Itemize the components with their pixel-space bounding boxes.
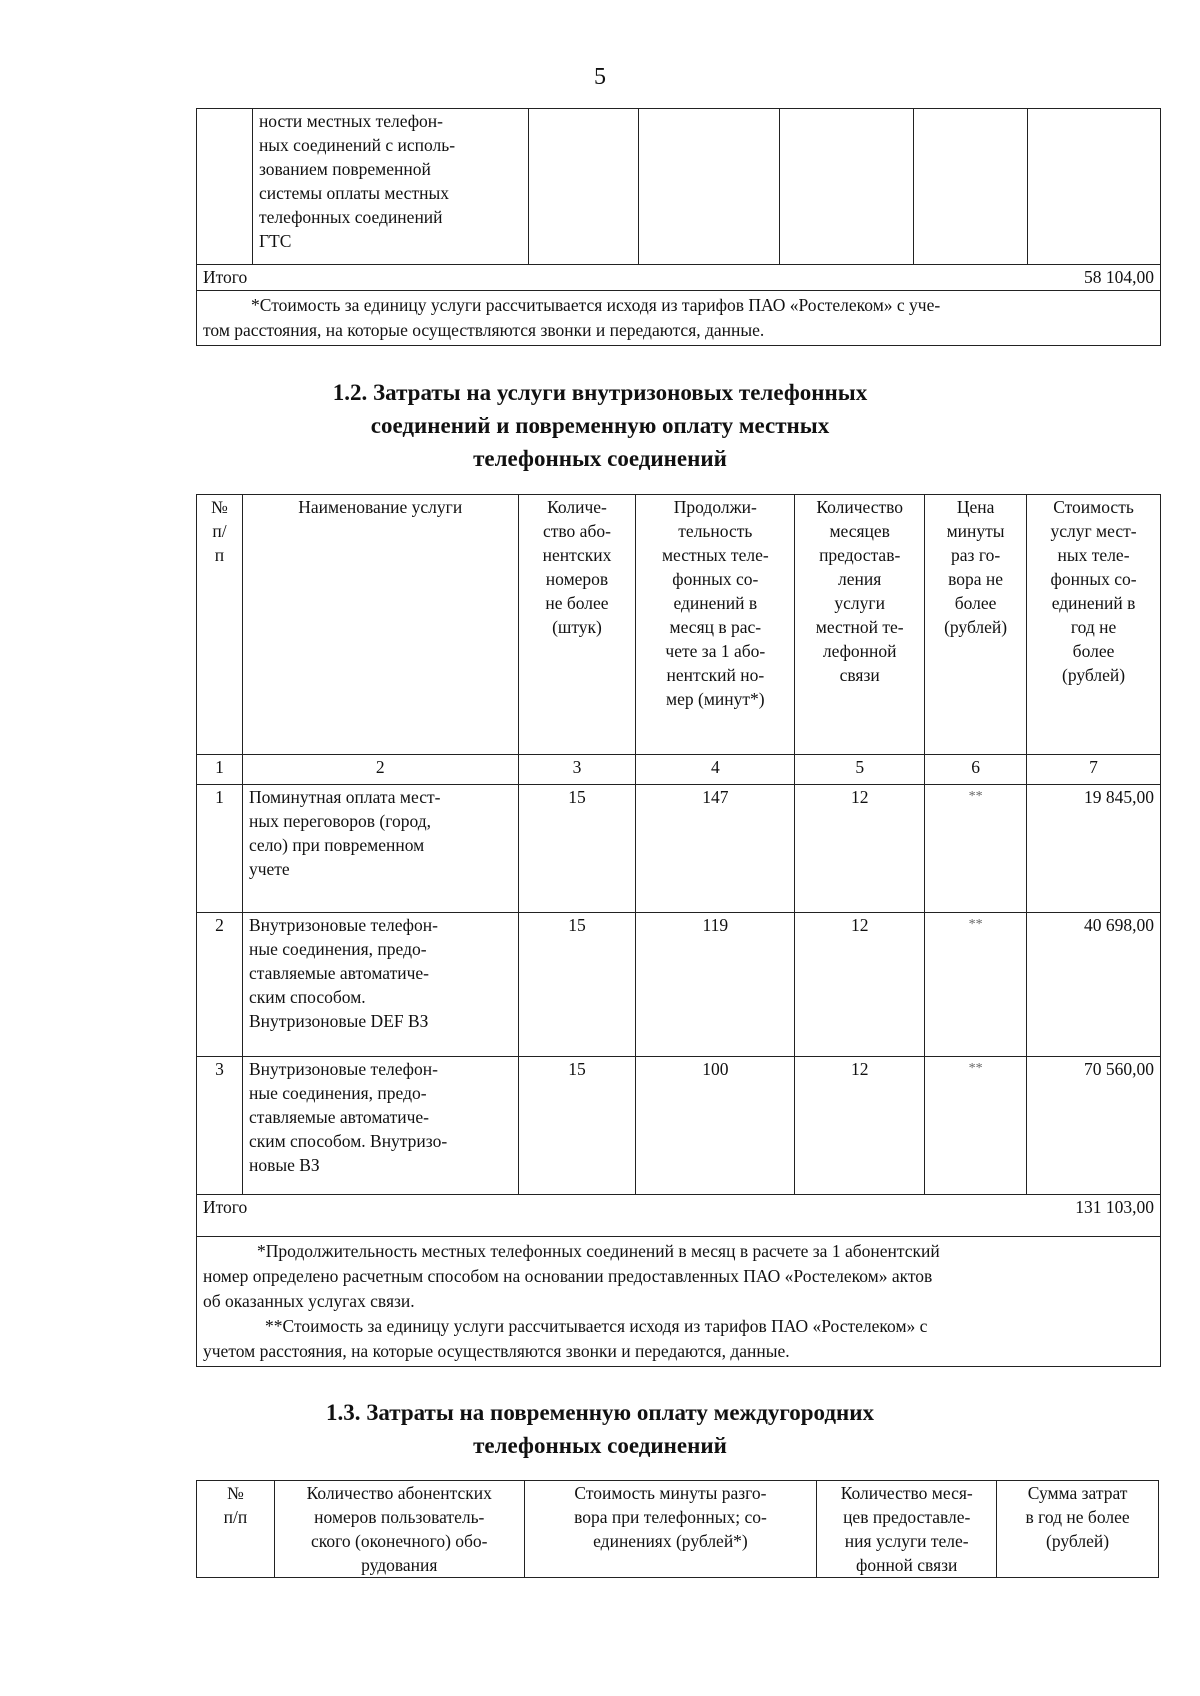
row-months: 12 xyxy=(795,1057,925,1195)
name-line: Внутризоновые DEF ВЗ xyxy=(248,1011,429,1031)
section-heading-1-2 xyxy=(0,376,1200,475)
header-subscriber-count xyxy=(518,495,636,755)
name-line: Поминутная оплата мест- xyxy=(248,787,441,807)
header-line: более xyxy=(1072,641,1115,661)
row-months: 12 xyxy=(795,785,925,913)
header-line: п/п xyxy=(223,1507,248,1527)
column-number: 5 xyxy=(795,755,925,785)
header-price xyxy=(925,495,1027,755)
table-row xyxy=(197,913,1161,1057)
header-subscriber-count xyxy=(274,1481,524,1578)
heading-line: телефонных соединений xyxy=(473,1433,727,1458)
header-line: связи xyxy=(839,665,880,685)
name-line: ским способом. Внутризо- xyxy=(248,1131,448,1151)
page-number: 5 xyxy=(594,64,606,90)
footnote-line: об оказанных услугах связи. xyxy=(203,1291,415,1311)
header-line: ния услуги теле- xyxy=(844,1531,969,1551)
header-line: месяц в рас- xyxy=(669,617,762,637)
header-line: месяцев xyxy=(829,521,890,541)
header-line: услуг мест- xyxy=(1050,521,1137,541)
table-row xyxy=(197,1057,1161,1195)
header-line: единений в xyxy=(1051,593,1136,613)
name-line: Внутризоновые телефон- xyxy=(248,1059,438,1079)
header-line: № xyxy=(211,497,228,517)
header-line: вора при телефонных; со- xyxy=(574,1507,767,1527)
header-line: услуги xyxy=(834,593,885,613)
header-line: нентских xyxy=(542,545,612,565)
footnote-line: *Стоимость за единицу услуги рассчитывается исходя из тарифов ПАО «Ростелеком» с уче- xyxy=(251,295,941,315)
header-row xyxy=(197,1481,1159,1578)
footnotes xyxy=(197,1237,1161,1367)
service-name-line: зованием повременной xyxy=(258,159,431,179)
footnote-line: том расстояния, на которые осуществляются звонки и передаются, данные. xyxy=(203,320,765,340)
total-label: Итого xyxy=(197,1195,1027,1237)
header-line: фонных со- xyxy=(1050,569,1137,589)
header-line: Количе- xyxy=(547,497,607,517)
total-value: 131 103,00 xyxy=(1027,1195,1161,1237)
header-line: номеров xyxy=(545,569,609,589)
intrazone-costs-table xyxy=(196,494,1161,1367)
row-duration: 147 xyxy=(636,785,795,913)
header-line: не более xyxy=(545,593,609,613)
name-line: ные соединения, предо- xyxy=(248,939,427,959)
cell-empty xyxy=(197,109,253,265)
heading-line: 1.2. Затраты на услуги внутризоновых телефонных xyxy=(332,380,868,405)
name-line: учете xyxy=(248,859,290,879)
total-label: Итого xyxy=(197,265,1028,291)
long-distance-costs-table xyxy=(196,1480,1159,1578)
row-cost: 19 845,00 xyxy=(1027,785,1161,913)
header-line: № xyxy=(227,1483,244,1503)
header-line: Сумма затрат xyxy=(1027,1483,1128,1503)
cell-empty xyxy=(914,109,1028,265)
name-line: Внутризоновые телефон- xyxy=(248,915,438,935)
row-duration: 119 xyxy=(636,913,795,1057)
row-price: ** xyxy=(925,1057,1027,1195)
header-line: предостав- xyxy=(819,545,901,565)
header-duration xyxy=(636,495,795,755)
header-line: ления xyxy=(838,569,882,589)
heading-line: 1.3. Затраты на повременную оплату междугородних xyxy=(325,1400,874,1425)
row-cost: 40 698,00 xyxy=(1027,913,1161,1057)
header-line: минуты xyxy=(946,521,1005,541)
service-name-line: ности местных телефон- xyxy=(258,111,443,131)
footnotes-row xyxy=(197,1237,1161,1367)
header-line: п/ xyxy=(212,521,227,541)
header-service-name xyxy=(242,495,518,755)
cell-empty xyxy=(528,109,638,265)
header-line: ского (оконечного) обо- xyxy=(311,1531,488,1551)
row-price: ** xyxy=(925,785,1027,913)
header-line: Количество абонентских xyxy=(306,1483,492,1503)
row-count: 15 xyxy=(518,1057,636,1195)
header-line: Стоимость xyxy=(1053,497,1134,517)
name-line: ставляемые автоматиче- xyxy=(248,1107,430,1127)
row-duration: 100 xyxy=(636,1057,795,1195)
header-line: цев предоставле- xyxy=(843,1507,971,1527)
cell-empty xyxy=(780,109,914,265)
service-name-line: ГТС xyxy=(258,231,292,251)
header-annual-cost xyxy=(997,1481,1159,1578)
header-line: рудования xyxy=(361,1555,438,1575)
name-line: ставляемые автоматиче- xyxy=(248,963,430,983)
header-line: (рублей) xyxy=(1046,1531,1110,1551)
service-name-cell xyxy=(252,109,528,265)
row-service-name xyxy=(242,785,518,913)
header-number xyxy=(197,1481,275,1578)
column-number: 1 xyxy=(197,755,243,785)
continued-table xyxy=(196,108,1161,346)
header-line: (штук) xyxy=(552,617,602,637)
header-line: единениях (рублей*) xyxy=(593,1531,748,1551)
header-months xyxy=(795,495,925,755)
header-months xyxy=(817,1481,997,1578)
header-line: лефонной xyxy=(822,641,897,661)
footnote-line: номер определено расчетным способом на основании предоставленных ПАО «Ростелеком» актов xyxy=(203,1266,933,1286)
cell-empty xyxy=(638,109,780,265)
header-line: местной те- xyxy=(815,617,904,637)
header-line: п xyxy=(214,545,225,565)
header-line: Продолжи- xyxy=(673,497,757,517)
header-line: фонной связи xyxy=(855,1555,958,1575)
header-line: местных теле- xyxy=(661,545,769,565)
row-service-name xyxy=(242,1057,518,1195)
column-number: 3 xyxy=(518,755,636,785)
header-line: чете за 1 або- xyxy=(665,641,766,661)
name-line: ные соединения, предо- xyxy=(248,1083,427,1103)
service-name-line: системы оплаты местных xyxy=(258,183,449,203)
header-line: год не xyxy=(1070,617,1117,637)
header-line: (рублей) xyxy=(944,617,1008,637)
row-price: ** xyxy=(925,913,1027,1057)
row-number: 3 xyxy=(197,1057,243,1195)
row-number: 1 xyxy=(197,785,243,913)
row-count: 15 xyxy=(518,913,636,1057)
row-cost: 70 560,00 xyxy=(1027,1057,1161,1195)
header-line: единений в xyxy=(673,593,758,613)
service-name-line: телефонных соединений xyxy=(258,207,443,227)
header-minute-cost xyxy=(524,1481,817,1578)
total-value: 58 104,00 xyxy=(1028,265,1161,291)
heading-line: телефонных соединений xyxy=(473,446,727,471)
header-line: Количество xyxy=(816,497,904,517)
header-line: фонных со- xyxy=(672,569,759,589)
column-number-row xyxy=(197,755,1161,785)
header-line: в год не более xyxy=(1025,1507,1130,1527)
column-number: 7 xyxy=(1027,755,1161,785)
header-line: ных теле- xyxy=(1057,545,1130,565)
header-number xyxy=(197,495,243,755)
footnote-line: учетом расстояния, на которые осуществляются звонки и передаются, данные. xyxy=(203,1341,790,1361)
column-number: 2 xyxy=(242,755,518,785)
row-number: 2 xyxy=(197,913,243,1057)
header-line: Количество меся- xyxy=(840,1483,973,1503)
column-number: 4 xyxy=(636,755,795,785)
footnote-line: *Продолжительность местных телефонных соединений в месяц в расчете за 1 абонентский xyxy=(257,1241,940,1261)
header-line: Наименование услуги xyxy=(298,497,463,517)
name-line: новые ВЗ xyxy=(248,1155,320,1175)
row-count: 15 xyxy=(518,785,636,913)
header-line: (рублей) xyxy=(1062,665,1126,685)
header-line: тельность xyxy=(678,521,753,541)
table-row xyxy=(197,785,1161,913)
footnote xyxy=(197,291,1161,346)
heading-line: соединений и повременную оплату местных xyxy=(370,413,830,438)
service-name-line: ных соединений с исполь- xyxy=(258,135,456,155)
cell-empty xyxy=(1028,109,1161,265)
name-line: село) при повременном xyxy=(248,835,425,855)
row-service-name xyxy=(242,913,518,1057)
header-line: ство або- xyxy=(543,521,611,541)
column-number: 6 xyxy=(925,755,1027,785)
header-line: раз го- xyxy=(951,545,1001,565)
header-line: более xyxy=(954,593,997,613)
header-line: мер (минут*) xyxy=(666,689,765,709)
header-line: Стоимость минуты разго- xyxy=(574,1483,767,1503)
total-row xyxy=(197,1195,1161,1237)
name-line: ных переговоров (город, xyxy=(248,811,431,831)
header-cost xyxy=(1027,495,1161,755)
footnote-line: **Стоимость за единицу услуги рассчитывается исходя из тарифов ПАО «Ростелеком» с xyxy=(265,1316,928,1336)
row-months: 12 xyxy=(795,913,925,1057)
header-line: нентский но- xyxy=(666,665,765,685)
header-line: вора не xyxy=(948,569,1004,589)
header-line: номеров пользователь- xyxy=(314,1507,485,1527)
header-line: Цена xyxy=(956,497,995,517)
header-row xyxy=(197,495,1161,755)
name-line: ским способом. xyxy=(248,987,366,1007)
section-heading-1-3 xyxy=(0,1396,1200,1462)
